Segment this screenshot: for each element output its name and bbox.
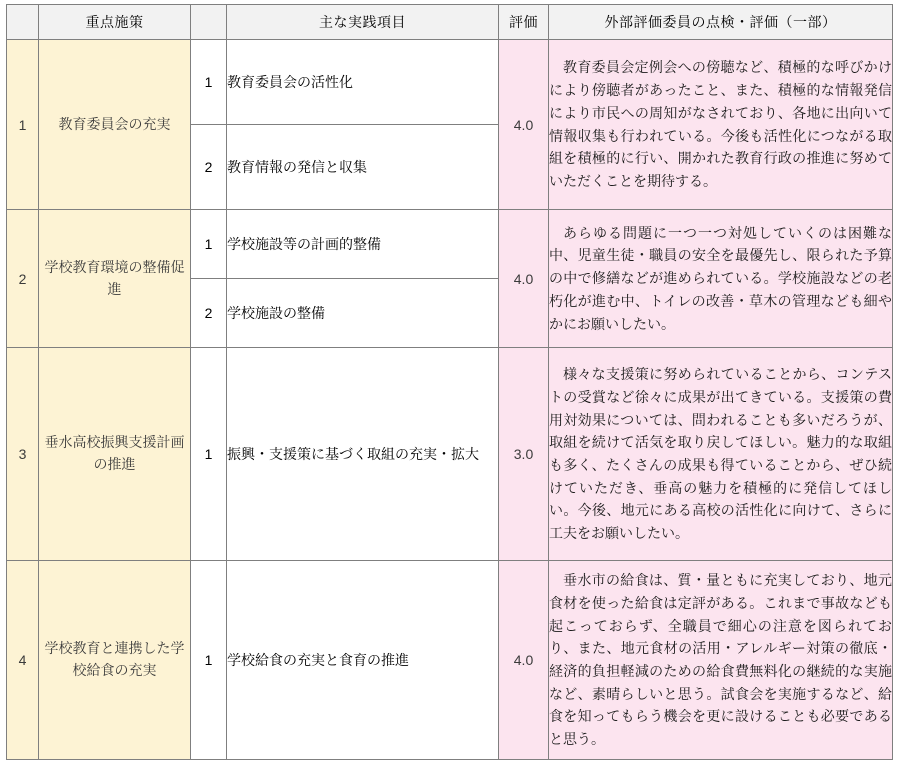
item-number: 2: [191, 125, 227, 210]
comment-text: 教育委員会定例会への傍聴など、積極的な呼びかけにより傍聴者があったこと、また、積極的な情報発信により市民への周知がなされており、各地に出向いて情報収集も行われている。今後も活性化につながる取組を積極的に行い、開かれた教育行政の推進に努めていただくことを期待する。: [549, 59, 892, 189]
evaluation-table: [6, 4, 893, 760]
row-number: 3: [7, 348, 39, 561]
table-body: [7, 40, 893, 760]
header-row: [7, 5, 893, 40]
item-number: 2: [191, 279, 227, 348]
table-header: [7, 5, 893, 40]
item-number: 1: [191, 561, 227, 760]
policy-name: 学校教育と連携した学校給食の充実: [39, 561, 191, 760]
practice-item: 教育委員会の活性化: [227, 40, 499, 125]
table-row: [7, 40, 893, 125]
policy-name: 垂水高校振興支援計画の推進: [39, 348, 191, 561]
item-number: 1: [191, 348, 227, 561]
table-row: [7, 561, 893, 760]
score-value: 3.0: [499, 348, 549, 561]
row-number: 1: [7, 40, 39, 210]
score-value: 4.0: [499, 210, 549, 348]
table-row: [7, 348, 893, 561]
header-comment: 外部評価委員の点検・評価（一部）: [549, 5, 893, 40]
policy-name: 学校教育環境の整備促進: [39, 210, 191, 348]
committee-comment: [549, 561, 893, 760]
practice-item: 教育情報の発信と収集: [227, 125, 499, 210]
comment-text: あらゆる問題に一つ一つ対処していくのは困難な中、児童生徒・職員の安全を最優先し、限られた予算の中で修繕などが進められている。学校施設などの老朽化が進む中、トイレの改善・草木の管理なども細やかにお願いしたい。: [549, 224, 892, 332]
policy-name: 教育委員会の充実: [39, 40, 191, 210]
score-value: 4.0: [499, 40, 549, 210]
header-no: [7, 5, 39, 40]
committee-comment: [549, 348, 893, 561]
header-sub: [191, 5, 227, 40]
committee-comment: [549, 40, 893, 210]
item-number: 1: [191, 210, 227, 279]
comment-text: 様々な支援策に努められていることから、コンテストの受賞など徐々に成果が出てきている。支援策の費用対効果については、問われることも多いだろうが、取組を続けて活気を取り戻してほしい。魅力的な取組も多く、たくさんの成果も得ていることから、ぜひ続けていただき、垂高の魅力を積極的に発信してほしい。今後、地元にある高校の活性化に向けて、さらに工夫をお願いしたい。: [549, 366, 892, 542]
header-policy: 重点施策: [39, 5, 191, 40]
score-value: 4.0: [499, 561, 549, 760]
practice-item: 学校施設の整備: [227, 279, 499, 348]
practice-item: 学校施設等の計画的整備: [227, 210, 499, 279]
item-number: 1: [191, 40, 227, 125]
row-number: 4: [7, 561, 39, 760]
comment-text: 垂水市の給食は、質・量ともに充実しており、地元食材を使った給食は定評がある。これまで事故なども起こっておらず、全職員で細心の注意を図られており、また、地元食材の活用・アレルギー対策の徹底・経済的負担軽減のための給食費無料化の継続的な実施など、素晴らしいと思う。試食会を実施するなど、給食を知ってもらう機会を更に設けることも必要であると思う。: [549, 572, 892, 748]
row-number: 2: [7, 210, 39, 348]
practice-item: 学校給食の充実と食育の推進: [227, 561, 499, 760]
committee-comment: [549, 210, 893, 348]
header-score: 評価: [499, 5, 549, 40]
table-row: [7, 210, 893, 279]
header-item: 主な実践項目: [227, 5, 499, 40]
practice-item: 振興・支援策に基づく取組の充実・拡大: [227, 348, 499, 561]
